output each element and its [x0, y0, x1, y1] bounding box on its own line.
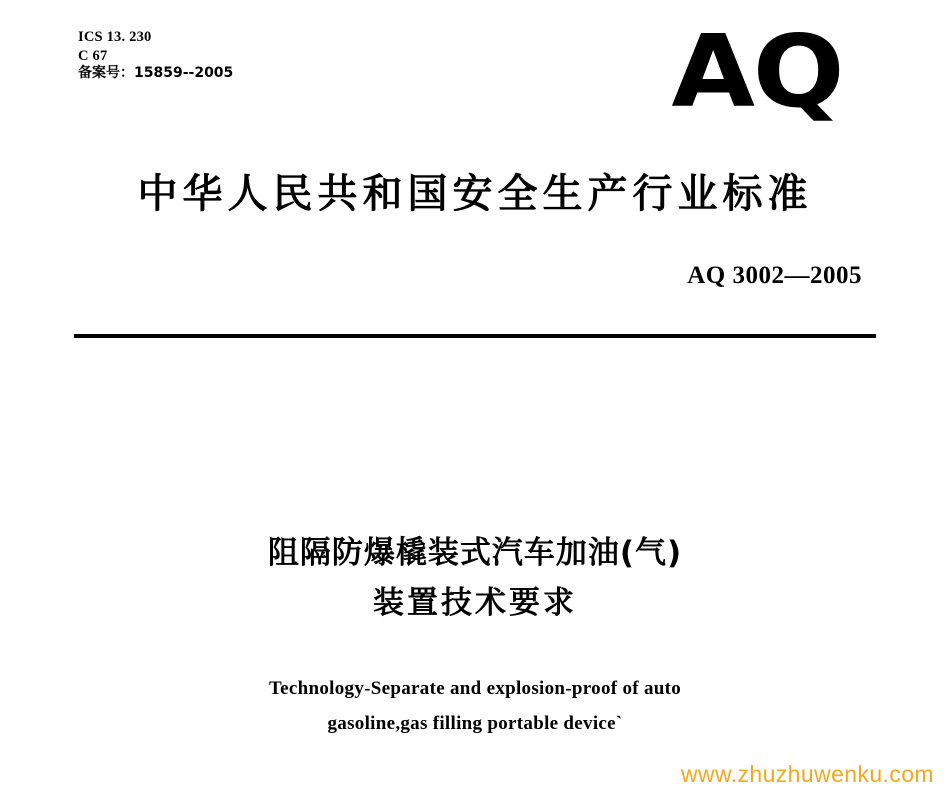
- metadata-block: [78, 28, 233, 83]
- document-title-chinese: [0, 528, 950, 628]
- document-title-english: [0, 672, 950, 741]
- title-line-1: 阻隔防爆橇装式汽车加油(气): [267, 535, 683, 571]
- aq-logo: AQ: [670, 13, 842, 130]
- horizontal-divider: [74, 334, 876, 338]
- title-line-2: 装置技术要求: [373, 585, 577, 622]
- standard-number: AQ 3002—2005: [687, 262, 862, 289]
- subtitle-line-1: Technology-Separate and explosion-proof of auto: [268, 678, 682, 699]
- subtitle-line-2: gasoline,gas filling portable device`: [327, 712, 623, 734]
- classification-code: C 67: [78, 47, 108, 64]
- watermark-text: www.zhuzhuwenku.com: [680, 761, 934, 787]
- ics-code: ICS 13. 230: [78, 29, 152, 45]
- record-number: 备案号：15859--2005: [78, 65, 234, 82]
- page-title-chinese-header: 中华人民共和国安全生产行业标准: [137, 171, 813, 217]
